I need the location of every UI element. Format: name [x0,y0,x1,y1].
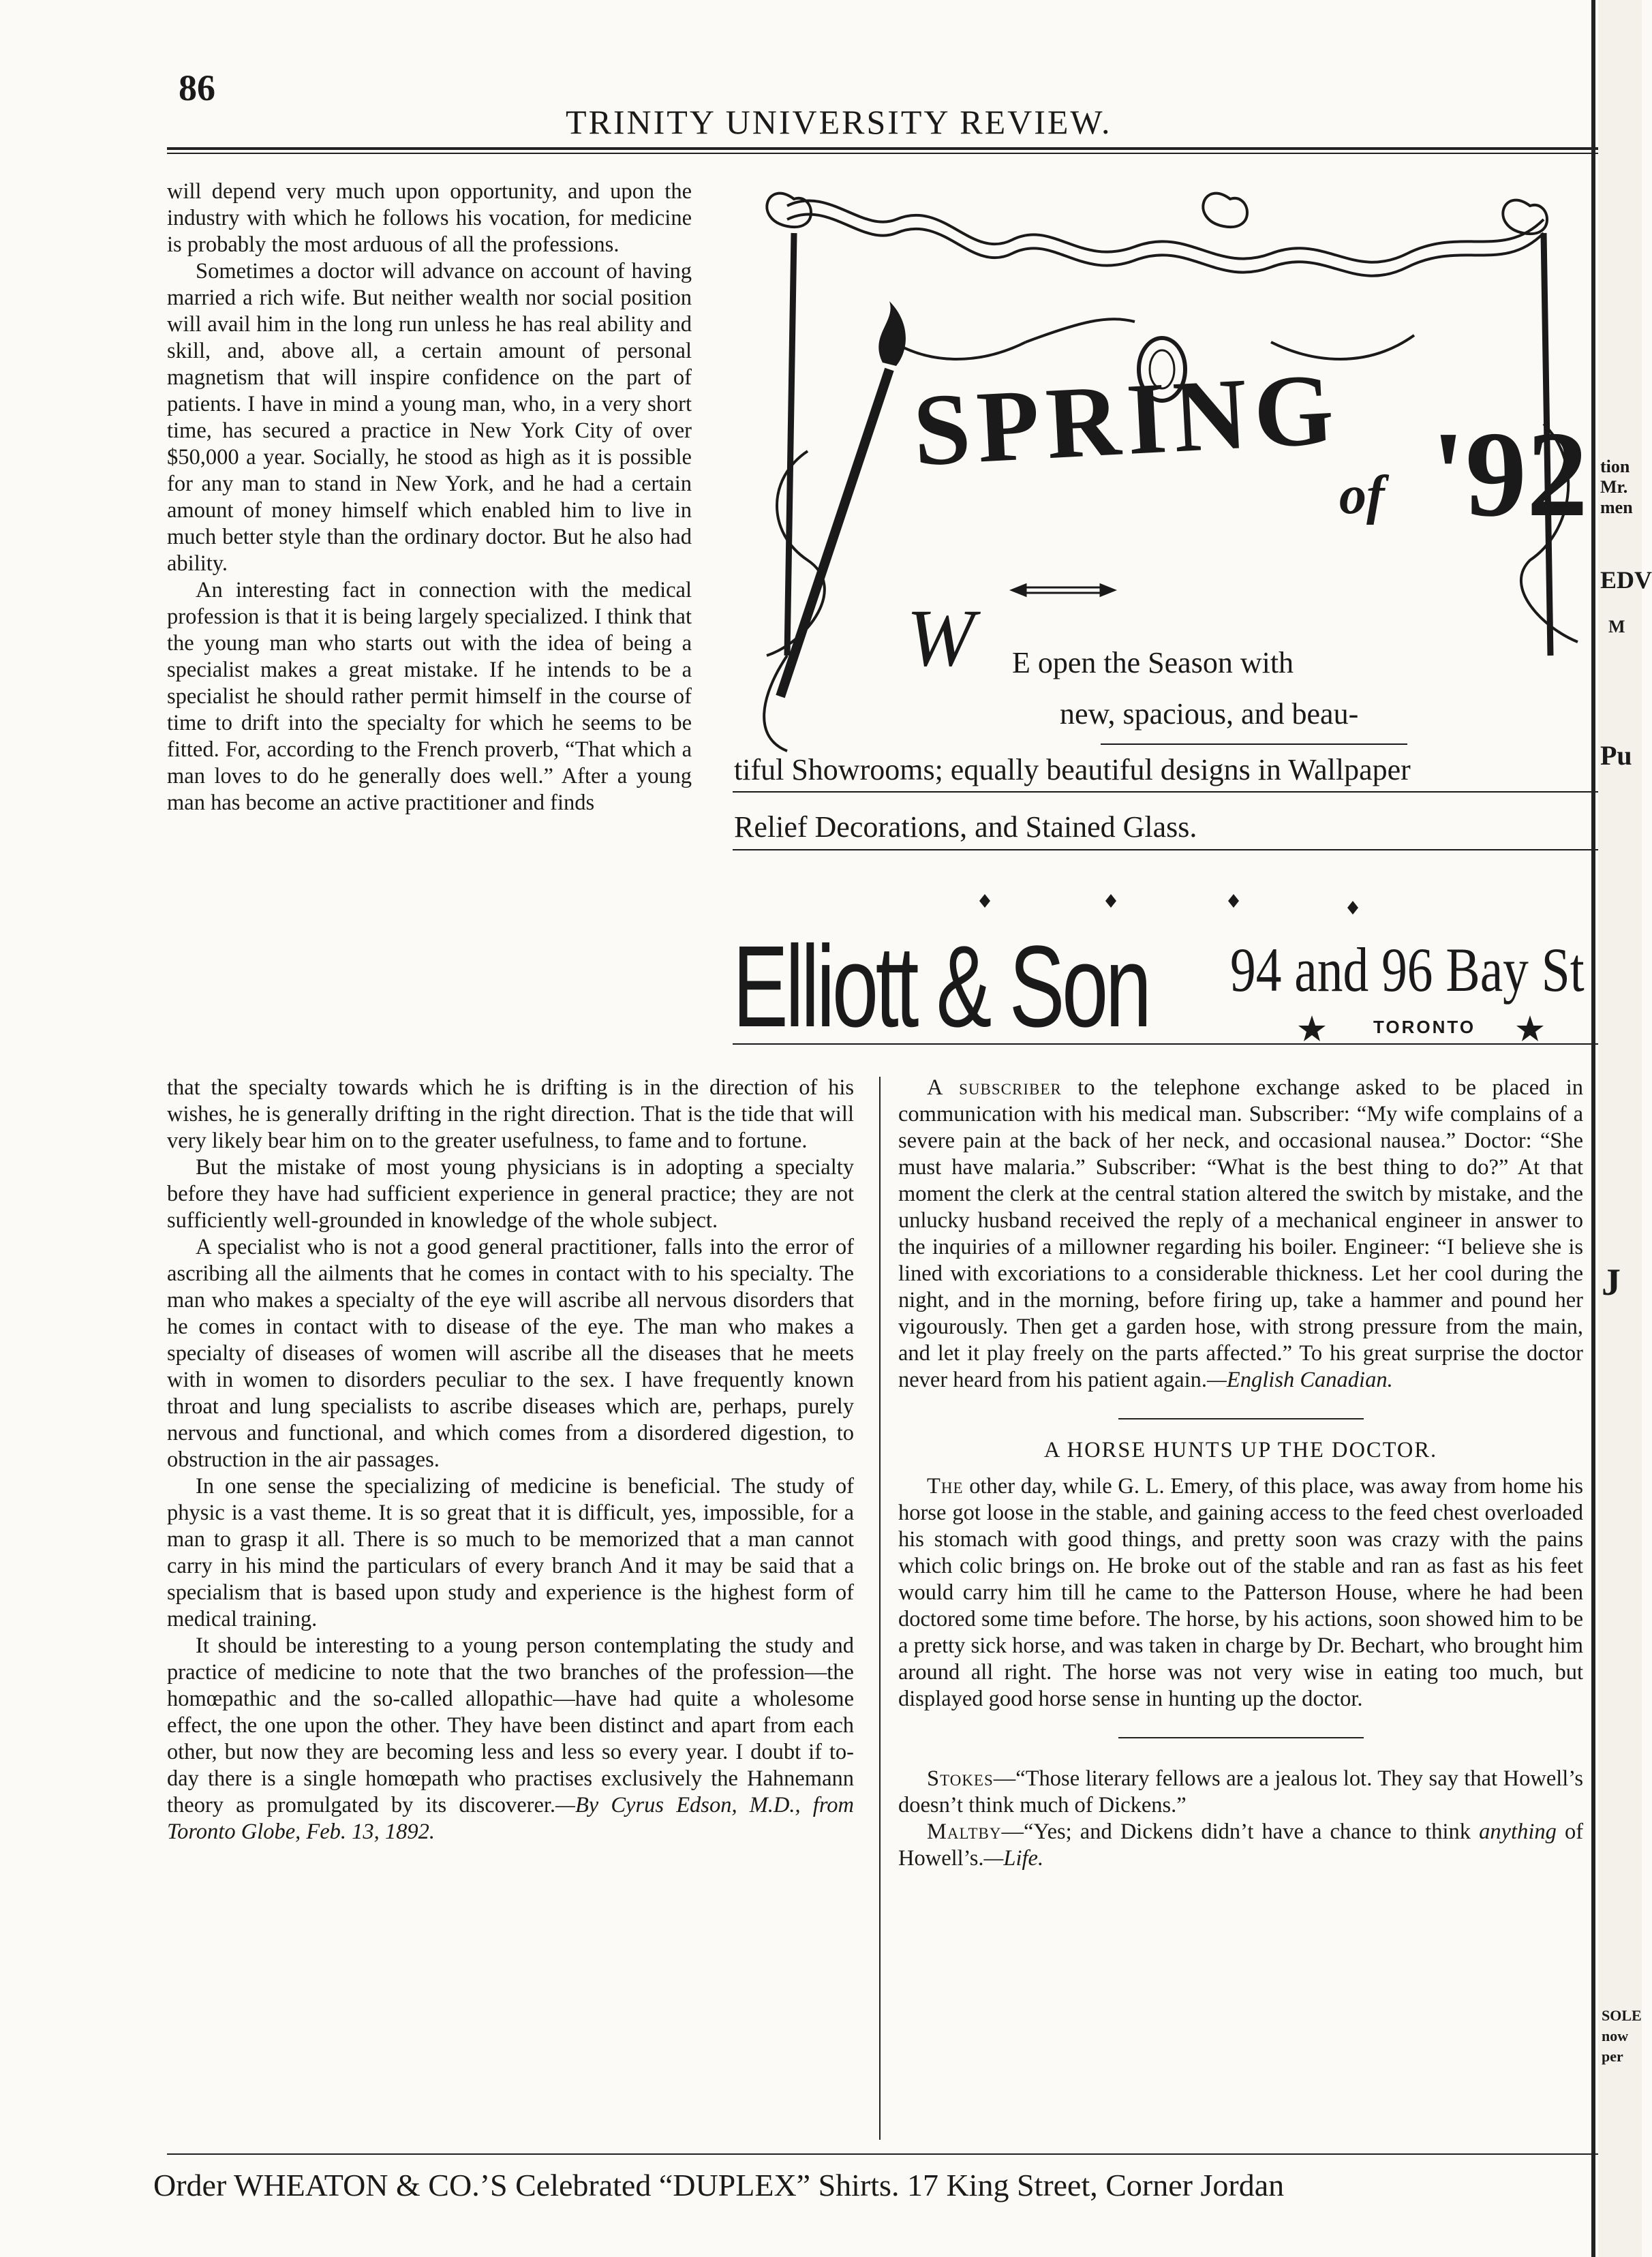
paragraph-text: It should be interesting to a young person contemplating the study and practice of medicine to note that the two branches of the profession—the homœpathic and the so-called allopathic—have had quite a wholesome effect, the one upon the other. They have been distinct and apart from each other, but now they are becoming less and less so every year. I doubt if to-day there is a single homœpath who practises exclusively the Hahnemann theory as promulgated by its discoverer. [167,1633,854,1817]
footer-rule [167,2153,1605,2155]
speaker: Maltby [927,1820,1002,1844]
ad-line-3: tiful Showrooms; equally beautiful designs in Wallpaper [734,753,1411,786]
paragraph: that the specialty towards which he is drifting is in the direction of his wishes, he is generally drifting in the right direction. That is the tide that will very likely bear him on to the greater usefulness, to fame and to fortune. [167,1075,854,1153]
paragraph: Sometimes a doctor will advance on account of having married a rich wife. But neither wealth nor social position will avail him in the long run unless he has real ability and skill, and, above all, a certain amount of personal magnetism that will inspire confidence on the part of patients. I have in mind a young man, who, in a very short time, has secured a practice in New York City of over $50,000 a year. Socially, he stood as high as it is possible for any man to stand in New York, and he had a certain amount of money himself which enabled him to live in much better style than the ordinary doctor. But he also had ability. [167,259,692,576]
edge-fragment: J [1602,1261,1621,1304]
story-horse [898,1473,1583,1713]
star-icon [1516,1015,1544,1041]
page-gutter [1591,0,1595,2257]
left-column [167,179,692,816]
edge-fragment: Pu [1600,740,1632,771]
header-rule-bottom [167,153,1605,154]
paragraph [167,1633,854,1845]
emphasis: anything [1479,1820,1557,1844]
edge-fragment: now [1602,2027,1629,2044]
story-dickens-maltby [898,1819,1583,1872]
edge-fragment: tion [1600,457,1630,476]
paragraph: An interesting fact in connection with the medical profession is that it is being largely specialized. I think that the young man who starts out with the idea of being a specialist makes a great mistake. If he intends to be a specialist he should rather permit himself in the course of time to drift into the specialty for which he seems to be fitted. For, according to the French proverb, “That which a man loves to do he generally does well.” After a young man has become an active practitioner and finds [167,578,692,815]
edge-fragment: EDV [1600,566,1652,594]
paragraph: A specialist who is not a good general practitioner, falls into the error of ascribing all the ailments that he comes in contact with to his specialty. The man who makes a specialty of the eye will ascribe all nervous disorders that he comes in contact with to disease of the eye. The man who makes a specialty of diseases of women will ascribe all the diseases that he meets with in women to disorders peculiar to the sex. I have frequently known throat and lung specialists to ascribe diseases which are, perhaps, purely nervous and functional, and which comes from a disordered digestion, to obstruction in the air passages. [167,1235,854,1472]
running-head: TRINITY UNIVERSITY REVIEW. [566,103,1112,141]
story-dickens-stokes [898,1766,1583,1819]
edge-fragment: Mr. [1600,477,1628,497]
spring-of: of [1339,465,1385,525]
drop-cap: W [906,592,975,683]
story-lead: The [927,1474,964,1499]
edge-fragment: M [1608,617,1625,636]
story-text: to the telephone exchange asked to be placed in communication with his medical man. Subscriber: “My wife complains of a severe pain at the back of her neck, and occasional nausea.” Doctor: “She must have malaria.” Subscriber: “What is the best thing to do?” At that moment the clerk at the central station altered the switch by mistake, and the unlucky husband received the reply of a mechanical engineer in answer to the inquiries of a millowner regarding his boiler. Engineer: “I believe she is lined with excoriations to a considerable thickness. Let her cool during the night, and in the morning, before firing up, take a hammer and pound her vigourously. Then get a garden hose, with strong pressure from the main, and let it play freely on the parts affected.” To his great surprise the doctor never heard from his patient again. [898,1075,1583,1392]
footer-advert: Order WHEATON & CO.’S Celebrated “DUPLEX” Shirts. 17 King Street, Corner Jordan [153,2168,1285,2202]
adjacent-page-strip [1598,0,1642,2257]
column-rule [879,1077,881,2140]
torch-flame-icon [878,301,906,366]
story-lead: A subscriber [927,1075,1062,1100]
ad-line-4: Relief Decorations, and Stained Glass. [734,810,1197,844]
section-divider [1118,1737,1364,1738]
story-source: —English Canadian. [1207,1368,1393,1392]
firm-city: TORONTO [1373,1017,1476,1037]
advertisement-elliott-and-son [726,179,1598,1064]
edge-fragment: men [1600,497,1633,517]
page-number: 86 [179,67,215,108]
ad-line-1: E open the Season with [1012,646,1294,679]
story-text: —“Yes; and Dickens didn’t have a chance to think [1001,1820,1471,1844]
story-text: of Howell’s. [898,1820,1584,1871]
spring-year: '92 [1431,406,1589,542]
edge-fragment: SOLE [1602,2007,1642,2024]
header-rule-top [167,147,1605,150]
edge-fragment: per [1602,2048,1623,2065]
story-source: —Life. [983,1846,1044,1871]
section-divider [1118,1418,1364,1419]
paragraph: But the mistake of most young physicians is in adopting a specialty before they have had sufficient experience in general practice; they are not sufficiently well-grounded in knowledge of the whole subject. [167,1155,854,1233]
firm-address: 94 and 96 Bay St [1230,935,1585,1004]
spring-title: SPRING [911,352,1343,488]
story-heading: A HORSE HUNTS UP THE DOCTOR. [1043,1438,1438,1462]
article-signature: —By Cyrus Edson, M.D., from Toronto Globe, Feb. 13, 1892. [167,1793,854,1844]
wide-column [167,1075,854,1845]
speaker: Stokes [927,1766,994,1791]
story-text: other day, while G. L. Emery, of this place, was away from home his horse got loose in the stable, and gaining access to the feed chest overloaded his stomach with good things, and pretty soon was crazy with the pains which colic brings on. He broke out of the stable and ran as fast as his feet would carry him till he came to the Patterson House, where he had been doctored some time before. The horse, by his actions, soon showed him to be a pretty sick horse, and was taken in charge by Dr. Bechart, who brought him around all right. The horse was not very wise in eating too much, but displayed good horse sense in hunting up the doctor. [898,1474,1583,1711]
right-column [898,1075,1583,1872]
paragraph: In one sense the specializing of medicine is beneficial. The study of physic is a vast theme. It is so great that it is difficult, yes, impossible, for a man to grasp it all. There is so much to be memorized that a man cannot carry in his mind the particulars of every branch And it may be said that a specialism that is based upon study and experience is the highest form of medical training. [167,1474,854,1631]
story-text: —“Those literary fellows are a jealous lot. They say that Howell’s doesn’t think much of Dickens.” [898,1766,1583,1817]
firm-name: Elliott & Son [733,922,1149,1051]
ad-line-2: new, spacious, and beau- [1060,697,1359,731]
story-telephone [898,1075,1583,1394]
paragraph: will depend very much upon opportunity, and upon the industry with which he follows his vocation, for medicine is probably the most arduous of all the professions. [167,179,692,257]
star-icon [1298,1015,1326,1041]
